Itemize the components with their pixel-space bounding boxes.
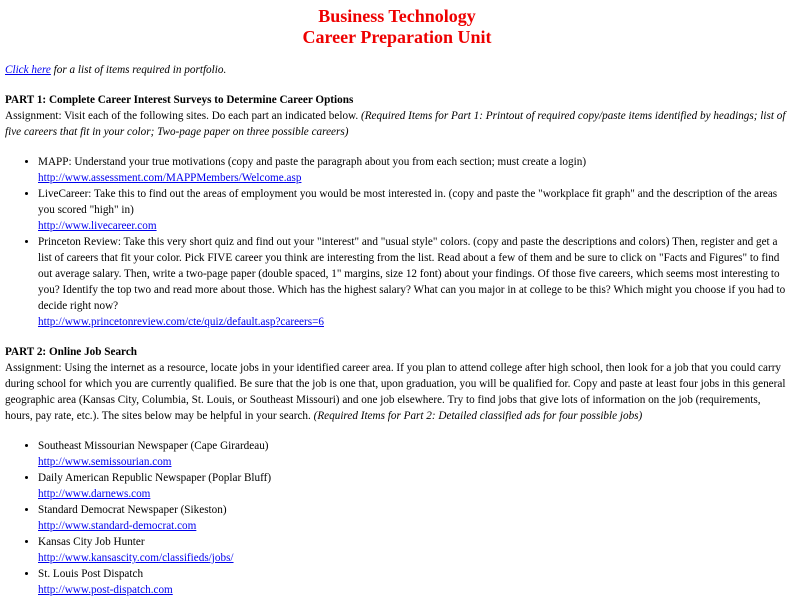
standard-democrat-link[interactable]: http://www.standard-democrat.com <box>38 520 197 532</box>
part2-heading: PART 2: Online Job Search <box>5 346 138 358</box>
list-item-princeton-review <box>38 234 789 330</box>
list-item-text: St. Louis Post Dispatch <box>38 568 144 580</box>
part2-assignment-text: Assignment: Using the internet as a resource, locate jobs in your identified career area. If you plan to attend college after high school, then look for a job that you could carry during school for which you are currently qualified. Be sure that the job is one that, upon graduation, you will be qualified for. Copy and paste at least four jobs in this general geographic area (Kansas City, Columbia, St. Louis, or Southeast Missouri) and one job elsewhere. Try to find jobs that give lots of information on the job (requirements, hours, pay rate, etc.). The sites below may be helpful in your search. <box>5 362 786 422</box>
page-title-line2: Career Preparation Unit <box>302 27 492 47</box>
list-item-text: Daily American Republic Newspaper (Poplar Bluff) <box>38 472 272 484</box>
mapp-link[interactable]: http://www.assessment.com/MAPPMembers/Welcome.asp <box>38 172 302 184</box>
page-title <box>5 6 789 48</box>
page-title-line1: Business Technology <box>318 6 476 26</box>
list-item-standard-democrat <box>38 502 789 534</box>
part1-assignment-text: Assignment: Visit each of the following sites. Do each part an indicated below. <box>5 110 361 122</box>
portfolio-intro <box>5 62 789 78</box>
part2-section <box>5 344 789 424</box>
portfolio-intro-text: for a list of items required in portfolio. <box>50 64 227 76</box>
list-item-text: LiveCareer: Take this to find out the areas of employment you would be most interested in. (copy and paste the "workplace fit graph" and the description of the areas you scored "high" in) <box>38 188 778 216</box>
list-item-text: Southeast Missourian Newspaper (Cape Girardeau) <box>38 440 269 452</box>
part1-heading: PART 1: Complete Career Interest Surveys to Determine Career Options <box>5 94 354 106</box>
se-missourian-link[interactable]: http://www.semissourian.com <box>38 456 172 468</box>
list-item-text: Princeton Review: Take this very short quiz and find out your "interest" and "usual style" colors. (copy and paste the descriptions and colors) Then, register and get a list of careers that fit your color. Pick FIVE career you think are interesting from the list. Read about a few of them and be sure to click on "Facts and Figures" to find out average salary. Then, write a two-page paper (double spaced, 1" margins, size 12 font) about your findings. Of those five careers, which seems most interesting to you? Identify the top two and read more about those. Which has the highest salary? What can you major in at college to be this? Which might you choose if you had to decide right now? <box>38 236 786 312</box>
list-item-daily-american-republic <box>38 470 789 502</box>
post-dispatch-link[interactable]: http://www.post-dispatch.com <box>38 584 173 596</box>
list-item-livecareer <box>38 186 789 234</box>
list-item-mapp <box>38 154 789 186</box>
part1-section <box>5 92 789 140</box>
princeton-review-link[interactable]: http://www.princetonreview.com/cte/quiz/default.asp?careers=6 <box>38 316 324 328</box>
part2-site-list <box>5 438 789 598</box>
list-item-stl-post-dispatch <box>38 566 789 598</box>
part2-required-items: (Required Items for Part 2: Detailed classified ads for four possible jobs) <box>313 410 643 422</box>
livecareer-link[interactable]: http://www.livecareer.com <box>38 220 157 232</box>
part1-required-items: (Required Items for Part 1: Printout of required copy/paste items identified by headings; list of five careers that fit in your color; Two-page paper on three possible careers) <box>5 110 786 138</box>
list-item-text: Kansas City Job Hunter <box>38 536 145 548</box>
list-item-text: MAPP: Understand your true motivations (copy and paste the paragraph about you from each section; must create a login) <box>38 156 587 168</box>
list-item-text: Standard Democrat Newspaper (Sikeston) <box>38 504 227 516</box>
portfolio-link[interactable]: Click here <box>5 64 51 76</box>
part1-site-list <box>5 154 789 330</box>
kansascity-jobs-link[interactable]: http://www.kansascity.com/classifieds/jobs/ <box>38 552 234 564</box>
list-item-kc-job-hunter <box>38 534 789 566</box>
darnews-link[interactable]: http://www.darnews.com <box>38 488 151 500</box>
list-item-se-missourian <box>38 438 789 470</box>
